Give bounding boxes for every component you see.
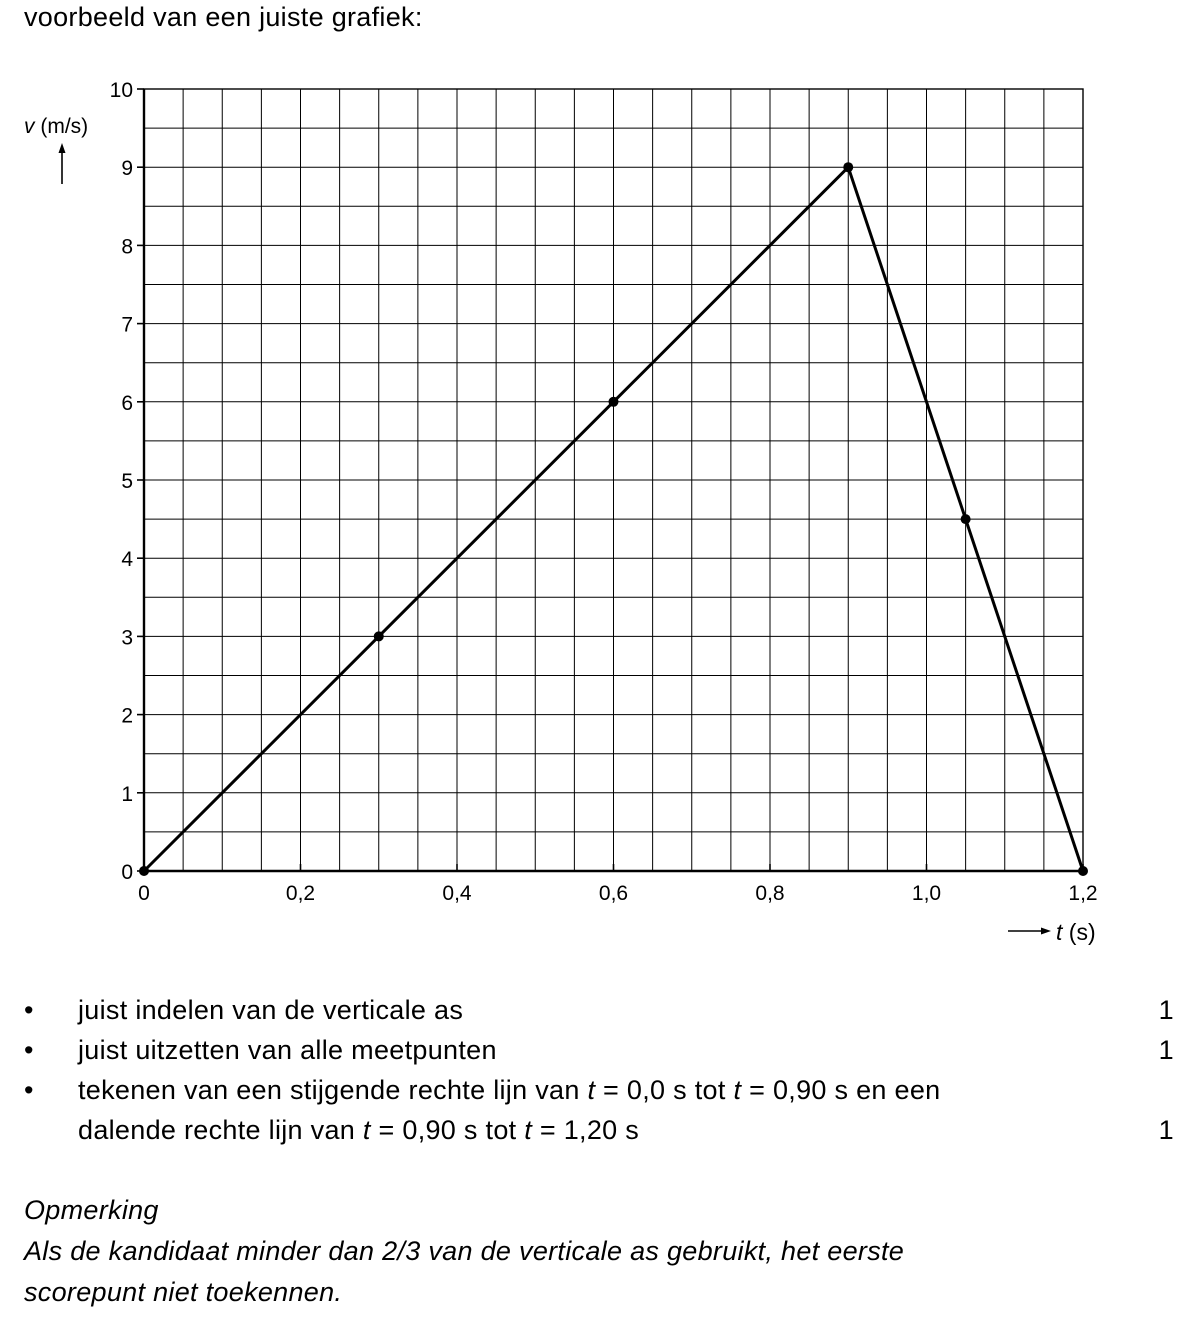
x-axis-label-var: t bbox=[1056, 919, 1063, 945]
x-axis-arrow-icon bbox=[1008, 928, 1051, 935]
minor-grid bbox=[144, 89, 1083, 871]
y-axis-label bbox=[24, 115, 88, 138]
y-tick-label: 1 bbox=[121, 782, 133, 806]
data-point bbox=[374, 631, 384, 641]
text-segment: juist indelen van de verticale as bbox=[78, 995, 464, 1025]
remark-title: Opmerking bbox=[24, 1195, 159, 1225]
y-tick-label: 3 bbox=[121, 626, 133, 650]
scoring-criteria bbox=[24, 990, 1174, 1150]
page-heading: voorbeeld van een juiste grafiek: bbox=[24, 2, 423, 32]
bullet: • bbox=[24, 995, 34, 1025]
y-axis-arrow-icon bbox=[59, 143, 66, 184]
data-point bbox=[1078, 866, 1088, 876]
variable-symbol: t bbox=[524, 1115, 533, 1145]
criterion-item bbox=[24, 1070, 1174, 1150]
data-point bbox=[609, 397, 619, 407]
text-segment: = 0,90 s en een bbox=[741, 1075, 941, 1105]
y-tick-label: 8 bbox=[121, 235, 133, 259]
text-segment: = 0,90 s tot bbox=[370, 1115, 525, 1145]
y-tick-label: 4 bbox=[121, 548, 133, 572]
text-segment: tekenen van een stijgende rechte lijn van bbox=[78, 1075, 588, 1105]
score-value: 1 bbox=[1158, 995, 1174, 1025]
remark-block bbox=[24, 1190, 1144, 1313]
criteria-list bbox=[24, 990, 1174, 1150]
variable-symbol: t bbox=[587, 1075, 596, 1105]
bullet: • bbox=[24, 1075, 34, 1105]
data-point bbox=[843, 162, 853, 172]
variable-symbol: t bbox=[362, 1115, 371, 1145]
remark-line-2: scorepunt niet toekennen. bbox=[24, 1277, 343, 1307]
x-axis-label bbox=[1056, 919, 1096, 945]
score-value: 1 bbox=[1158, 1115, 1174, 1145]
x-tick-label: 0,6 bbox=[598, 882, 629, 905]
y-tick-label: 10 bbox=[109, 79, 133, 102]
y-axis-label-unit: (m/s) bbox=[40, 115, 89, 138]
x-tick-label: 0,2 bbox=[285, 882, 316, 905]
y-tick-label: 9 bbox=[121, 157, 133, 181]
criterion-item bbox=[24, 990, 1174, 1030]
remark-line-1: Als de kandidaat minder dan 2/3 van de verticale as gebruikt, het eerste bbox=[24, 1236, 905, 1266]
criterion-text bbox=[78, 1070, 1114, 1150]
text-segment: = 0,0 s tot bbox=[595, 1075, 734, 1105]
axis-labels bbox=[24, 115, 1096, 945]
criterion-item bbox=[24, 1030, 1174, 1070]
text-segment: dalende rechte lijn van bbox=[78, 1115, 363, 1145]
x-axis-label-unit: (s) bbox=[1068, 919, 1096, 945]
y-tick-label: 6 bbox=[121, 391, 133, 415]
criterion-line bbox=[78, 990, 1114, 1030]
x-tick-label: 0 bbox=[138, 882, 150, 905]
y-axis-label-var: v bbox=[24, 115, 35, 138]
x-tick-label: 0,4 bbox=[442, 882, 472, 905]
data-point bbox=[961, 514, 971, 524]
text-segment: = 1,20 s bbox=[532, 1115, 640, 1145]
bullet: • bbox=[24, 1035, 34, 1065]
text-segment: juist uitzetten van alle meetpunten bbox=[78, 1035, 497, 1065]
criterion-line bbox=[78, 1070, 1114, 1110]
variable-symbol: t bbox=[733, 1075, 742, 1105]
y-tick-label: 7 bbox=[121, 313, 133, 337]
criterion-line bbox=[78, 1030, 1114, 1070]
score-value: 1 bbox=[1158, 1035, 1174, 1065]
tick-labels bbox=[110, 79, 1098, 905]
y-tick-label: 2 bbox=[121, 704, 133, 728]
y-tick-label: 0 bbox=[121, 861, 133, 884]
data-point bbox=[139, 866, 149, 876]
criterion-line bbox=[78, 1110, 1114, 1150]
criterion-text bbox=[78, 990, 1114, 1030]
criterion-text bbox=[78, 1030, 1114, 1070]
x-tick-label: 1,2 bbox=[1068, 882, 1098, 905]
y-tick-label: 5 bbox=[121, 470, 133, 493]
x-tick-label: 0,8 bbox=[755, 882, 785, 905]
x-tick-label: 1,0 bbox=[911, 882, 942, 905]
